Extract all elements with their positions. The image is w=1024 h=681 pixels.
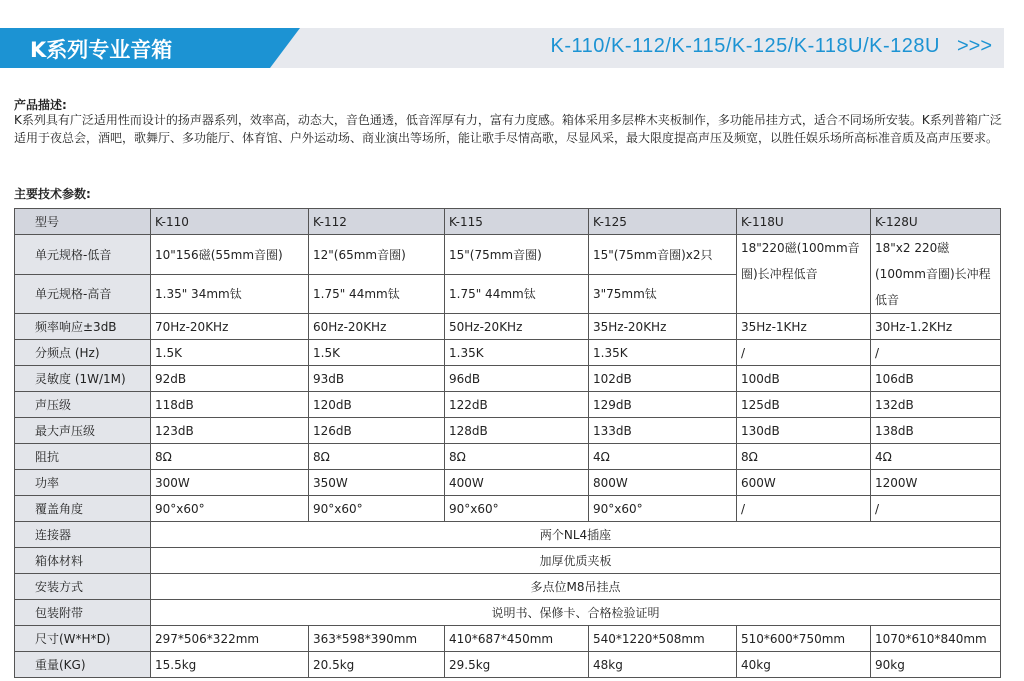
table-cell: 1200W (871, 470, 1001, 496)
table-cell: 125dB (737, 392, 871, 418)
table-row (15, 235, 1001, 275)
header-cell: K-112 (309, 209, 445, 235)
header-cell: K-115 (445, 209, 589, 235)
page-title: K系列专业音箱 (30, 38, 173, 62)
table-cell: 92dB (151, 366, 309, 392)
table-row (15, 574, 1001, 600)
row-label: 安装方式 (15, 574, 151, 600)
table-cell: 10"156磁(55mm音圈) (151, 235, 309, 275)
table-cell: 100dB (737, 366, 871, 392)
table-cell: 510*600*750mm (737, 626, 871, 652)
row-label: 声压级 (15, 392, 151, 418)
table-row (15, 444, 1001, 470)
specs-heading: 主要技术参数: (14, 187, 91, 201)
table-cell: 600W (737, 470, 871, 496)
row-label: 箱体材料 (15, 548, 151, 574)
table-row (15, 626, 1001, 652)
description-heading: 产品描述: (14, 98, 67, 112)
table-cell: 123dB (151, 418, 309, 444)
table-cell-merged: 18"220磁(100mm音圈)长冲程低音 (737, 235, 871, 314)
table-cell: 130dB (737, 418, 871, 444)
row-label: 尺寸(W*H*D) (15, 626, 151, 652)
table-cell: 90°x60° (589, 496, 737, 522)
table-cell: 1.5K (151, 340, 309, 366)
table-cell: 540*1220*508mm (589, 626, 737, 652)
row-label: 包装附带 (15, 600, 151, 626)
table-row (15, 600, 1001, 626)
table-cell: 70Hz-20KHz (151, 314, 309, 340)
table-cell: 15.5kg (151, 652, 309, 678)
more-arrows-icon: >>> (956, 35, 992, 57)
table-cell: 4Ω (589, 444, 737, 470)
row-label: 最大声压级 (15, 418, 151, 444)
table-cell: 133dB (589, 418, 737, 444)
table-cell: 90kg (871, 652, 1001, 678)
table-row (15, 548, 1001, 574)
table-cell-spanned: 两个NL4插座 (151, 522, 1001, 548)
table-cell: 102dB (589, 366, 737, 392)
table-cell: 129dB (589, 392, 737, 418)
row-label: 单元规格-高音 (15, 274, 151, 314)
table-cell: 50Hz-20KHz (445, 314, 589, 340)
table-cell: 410*687*450mm (445, 626, 589, 652)
header-cell: 型号 (15, 209, 151, 235)
table-cell-spanned: 多点位M8吊挂点 (151, 574, 1001, 600)
table-cell: 90°x60° (151, 496, 309, 522)
table-row (15, 340, 1001, 366)
table-cell: 297*506*322mm (151, 626, 309, 652)
table-row (15, 418, 1001, 444)
header-cell: K-118U (737, 209, 871, 235)
table-cell: 128dB (445, 418, 589, 444)
table-row (15, 522, 1001, 548)
table-cell: 35Hz-1KHz (737, 314, 871, 340)
table-header-row (15, 209, 1001, 235)
table-cell: 1.35K (589, 340, 737, 366)
table-cell-spanned: 加厚优质夹板 (151, 548, 1001, 574)
header-cell: K-128U (871, 209, 1001, 235)
table-cell: 8Ω (309, 444, 445, 470)
table-cell-merged: 18"x2 220磁(100mm音圈)长冲程低音 (871, 235, 1001, 314)
table-cell: 96dB (445, 366, 589, 392)
row-label: 重量(KG) (15, 652, 151, 678)
table-cell: / (737, 340, 871, 366)
table-cell: 4Ω (871, 444, 1001, 470)
table-row (15, 392, 1001, 418)
table-cell: 120dB (309, 392, 445, 418)
table-cell: 350W (309, 470, 445, 496)
specs-table (14, 208, 1001, 678)
table-cell: / (871, 340, 1001, 366)
row-label: 功率 (15, 470, 151, 496)
table-cell: 1.5K (309, 340, 445, 366)
table-cell: 1.75" 44mm钛 (445, 274, 589, 314)
table-cell: 93dB (309, 366, 445, 392)
description-text: K系列具有广泛适用性而设计的扬声器系列，效率高，动态大，音色通透，低音浑厚有力，富有力度感。箱体采用多层桦木夹板制作，多功能吊挂方式，适合不同场所安装。K系列普箱广泛适用于夜总会，酒吧，歌舞厅、多功能厅、体育馆、户外运动场、商业演出等场所，能让歌手尽情高歌，尽显风采，最大限度提高声压及频宽，以胜任娱乐场所高标准音质及高声压要求。 (14, 113, 1002, 145)
table-cell: 12"(65mm音圈) (309, 235, 445, 275)
row-label: 覆盖角度 (15, 496, 151, 522)
table-cell: 8Ω (737, 444, 871, 470)
table-cell: 3"75mm钛 (589, 274, 737, 314)
model-list: K-110/K-112/K-115/K-125/K-118U/K-128U (550, 35, 940, 57)
table-cell: 1070*610*840mm (871, 626, 1001, 652)
table-cell: 363*598*390mm (309, 626, 445, 652)
table-cell: 138dB (871, 418, 1001, 444)
table-cell: 90°x60° (309, 496, 445, 522)
table-row (15, 366, 1001, 392)
table-cell: 29.5kg (445, 652, 589, 678)
table-cell: / (737, 496, 871, 522)
table-cell: 300W (151, 470, 309, 496)
row-label: 阻抗 (15, 444, 151, 470)
table-cell: 1.75" 44mm钛 (309, 274, 445, 314)
table-cell: 400W (445, 470, 589, 496)
table-cell: 8Ω (151, 444, 309, 470)
table-row (15, 314, 1001, 340)
table-cell: 20.5kg (309, 652, 445, 678)
table-cell: 90°x60° (445, 496, 589, 522)
table-cell: 35Hz-20KHz (589, 314, 737, 340)
table-cell: / (871, 496, 1001, 522)
table-cell: 132dB (871, 392, 1001, 418)
row-label: 单元规格-低音 (15, 235, 151, 275)
table-cell: 106dB (871, 366, 1001, 392)
table-cell: 1.35" 34mm钛 (151, 274, 309, 314)
table-cell: 60Hz-20KHz (309, 314, 445, 340)
table-cell: 1.35K (445, 340, 589, 366)
table-row (15, 652, 1001, 678)
table-cell: 15"(75mm音圈)x2只 (589, 235, 737, 275)
table-cell: 126dB (309, 418, 445, 444)
table-cell: 15"(75mm音圈) (445, 235, 589, 275)
table-row (15, 496, 1001, 522)
table-cell: 40kg (737, 652, 871, 678)
table-cell-spanned: 说明书、保修卡、合格检验证明 (151, 600, 1001, 626)
row-label: 连接器 (15, 522, 151, 548)
table-cell: 122dB (445, 392, 589, 418)
header-cell: K-125 (589, 209, 737, 235)
table-cell: 48kg (589, 652, 737, 678)
table-row (15, 470, 1001, 496)
row-label: 灵敏度 (1W/1M) (15, 366, 151, 392)
header-cell: K-110 (151, 209, 309, 235)
page-header (0, 28, 1004, 68)
row-label: 分频点 (Hz) (15, 340, 151, 366)
table-cell: 30Hz-1.2KHz (871, 314, 1001, 340)
row-label: 频率响应±3dB (15, 314, 151, 340)
table-cell: 118dB (151, 392, 309, 418)
table-cell: 800W (589, 470, 737, 496)
table-cell: 8Ω (445, 444, 589, 470)
